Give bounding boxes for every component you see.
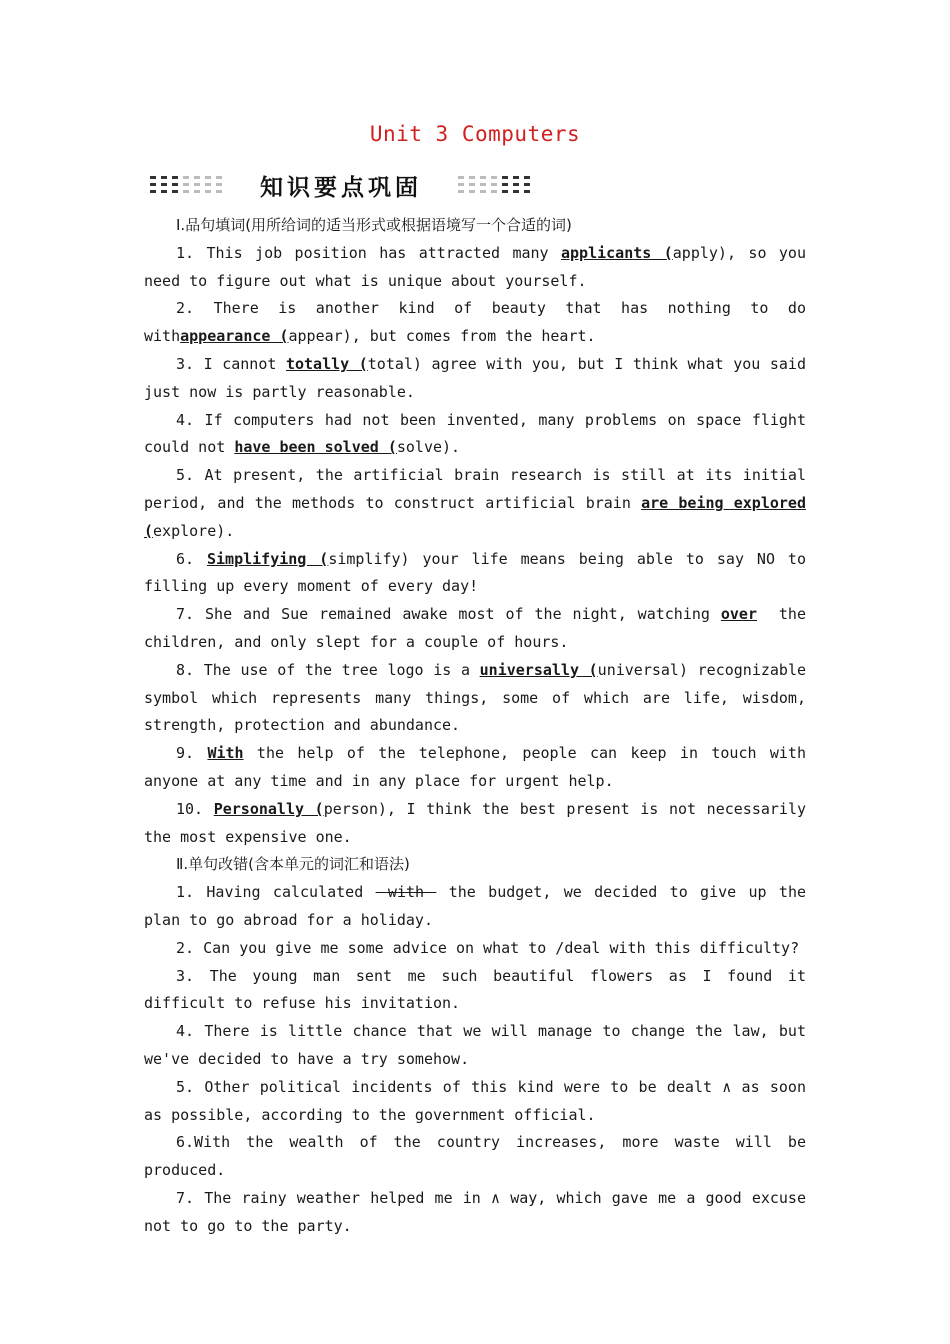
exercise-item: 10. Personally (person), I think the best present is not necessarily the most expensive one. xyxy=(144,799,806,846)
exercise-item: 4. If computers had not been invented, many problems on space flight could not have been solved (solve). xyxy=(144,410,806,457)
answer: Personally ( xyxy=(213,799,324,818)
exercise-item: 6.With the wealth of the country increases, more waste will be produced. xyxy=(144,1133,806,1180)
exercise-item: 3. I cannot totally (total) agree with you, but I think what you said just now is partly reasonable. xyxy=(144,354,806,401)
dot-pattern-right xyxy=(458,176,532,194)
exercise-item: 1. This job position has attracted many applicants (apply), so you need to figure out what is unique about yourself. xyxy=(144,243,806,290)
section-banner xyxy=(150,168,532,202)
exercise-content xyxy=(144,212,816,1240)
section-heading-error-correction: Ⅱ.单句改错(含本单元的词汇和语法) xyxy=(176,855,410,874)
page-title: Unit 3 Computers xyxy=(369,122,581,146)
answer: over xyxy=(720,605,757,624)
answer: are being explored ( xyxy=(144,493,806,540)
section-heading-fill-in: Ⅰ.品句填词(用所给词的适当形式或根据语境写一个合适的词) xyxy=(176,216,572,234)
answer: Simplifying ( xyxy=(207,549,329,568)
exercise-item: 8. The use of the tree logo is a universally (universal) recognizable symbol which represents many things, some of which are life, wisdom, strength, protection and abundance. xyxy=(144,660,807,735)
exercise-item: 3. The young man sent me such beautiful flowers as I found it difficult to refuse his invitation. xyxy=(144,966,806,1013)
exercise-item: 5. At present, the artificial brain research is still at its initial period, and the methods to construct artificial brain are being explored (explore). xyxy=(144,466,806,540)
exercise-item: 5. Other political incidents of this kind were to be dealt ∧ as soon as possible, according to the government official. xyxy=(144,1077,806,1124)
answer: applicants ( xyxy=(561,243,673,262)
banner-title: 知识要点巩固 xyxy=(260,174,422,201)
exercise-item: 7. The rainy weather helped me in ∧ way, which gave me a good excuse not to go to the party. xyxy=(144,1188,806,1235)
exercise-item: 9. With the help of the telephone, people can keep in touch with anyone at any time and in any place for urgent help. xyxy=(144,744,806,790)
answer: totally ( xyxy=(285,354,368,373)
deleted-word: with xyxy=(375,883,437,902)
exercise-item: 4. There is little chance that we will manage to change the law, but we've decided to have a try somehow. xyxy=(144,1022,806,1068)
exercise-item: 2. Can you give me some advice on what to /deal with this difficulty? xyxy=(176,938,800,957)
answer: appearance ( xyxy=(180,327,289,346)
answer: universally ( xyxy=(479,660,598,679)
answer: With xyxy=(207,744,244,763)
dot-pattern-left xyxy=(150,176,224,194)
exercise-item: 6. Simplifying (simplify) your life means being able to say NO to filling up every moment of every day! xyxy=(144,549,806,596)
answer: have been solved ( xyxy=(234,438,397,457)
exercise-item: 2. There is another kind of beauty that has nothing to do withappearance (appear), but comes from the heart. xyxy=(144,299,806,346)
exercise-item: 1. Having calculated with the budget, we decided to give up the plan to go abroad for a holiday. xyxy=(144,883,807,929)
exercise-item: 7. She and Sue remained awake most of the night, watching over the children, and only slept for a couple of hours. xyxy=(144,605,816,651)
